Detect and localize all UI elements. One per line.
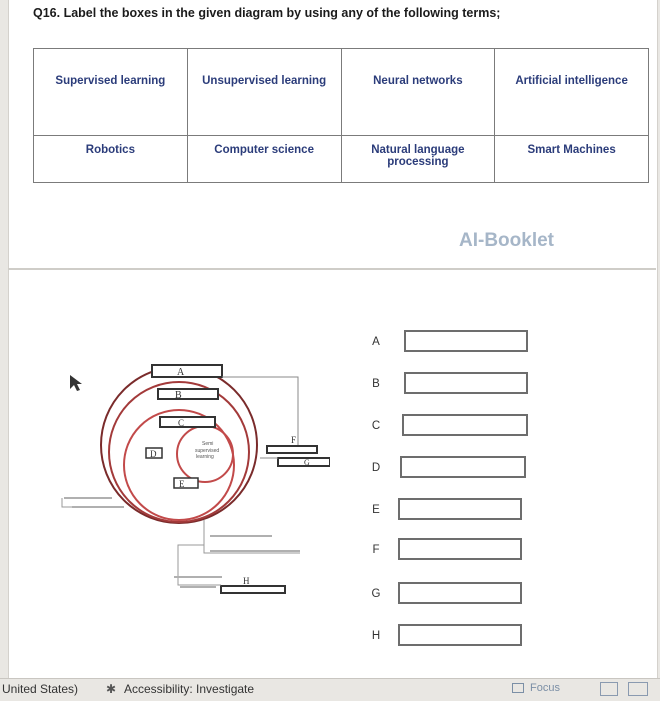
box-d-label: D bbox=[150, 449, 157, 459]
answer-row bbox=[360, 498, 540, 528]
answer-row bbox=[360, 582, 540, 612]
answer-box-e[interactable] bbox=[398, 498, 522, 520]
answer-row bbox=[360, 414, 540, 444]
answer-box-c[interactable] bbox=[402, 414, 528, 436]
answer-box-b[interactable] bbox=[404, 372, 528, 394]
connector-f bbox=[222, 377, 298, 445]
box-c-label: C bbox=[178, 418, 185, 428]
terms-row bbox=[34, 136, 649, 183]
box-f bbox=[267, 446, 317, 453]
answer-letter: C bbox=[371, 420, 381, 432]
question-text: Q16. Label the boxes in the given diagram by using any of the following terms; bbox=[33, 6, 501, 20]
answer-row bbox=[360, 330, 540, 360]
box-b bbox=[158, 389, 218, 399]
answer-row bbox=[360, 456, 540, 486]
box-c bbox=[160, 417, 215, 427]
answer-box-g[interactable] bbox=[398, 582, 522, 604]
box-e bbox=[174, 478, 198, 488]
term-cell: Neural networks bbox=[341, 49, 495, 136]
section-divider bbox=[8, 268, 656, 270]
box-a-label: A bbox=[177, 367, 185, 378]
answer-letter: F bbox=[372, 544, 380, 556]
answer-box-d[interactable] bbox=[400, 456, 526, 478]
term-cell: Artificial intelligence bbox=[495, 49, 649, 136]
accessibility-status[interactable]: Accessibility: Investigate bbox=[124, 682, 255, 696]
answer-box-a[interactable] bbox=[404, 330, 528, 352]
box-h-label: H bbox=[243, 576, 250, 586]
watermark: AI-Booklet bbox=[459, 230, 554, 251]
box-h bbox=[221, 586, 285, 593]
answer-letter: D bbox=[371, 462, 381, 474]
box-b-label: B bbox=[175, 390, 182, 401]
term-cell: Supervised learning bbox=[34, 49, 188, 136]
focus-icon bbox=[512, 683, 524, 693]
focus-button[interactable]: Focus bbox=[530, 682, 560, 694]
answer-box-f[interactable] bbox=[398, 538, 522, 560]
read-mode-icon[interactable] bbox=[600, 682, 618, 696]
term-cell: Smart Machines bbox=[495, 136, 649, 183]
status-bar bbox=[0, 678, 660, 701]
answer-letter: A bbox=[372, 336, 380, 348]
box-e-label: E bbox=[179, 479, 185, 489]
print-layout-icon[interactable] bbox=[628, 682, 648, 696]
circle-second bbox=[109, 382, 249, 522]
terms-table bbox=[33, 48, 649, 183]
answer-letter: B bbox=[372, 378, 380, 390]
term-cell: Computer science bbox=[187, 136, 341, 183]
answer-row bbox=[360, 372, 540, 402]
semi-text-3: learning bbox=[196, 454, 214, 460]
box-f-label: F bbox=[291, 435, 297, 445]
answer-letter: E bbox=[372, 504, 380, 516]
term-cell: Natural language processing bbox=[341, 136, 495, 183]
box-g-label: G bbox=[304, 458, 310, 467]
semi-text-2: supervised bbox=[195, 448, 220, 454]
semi-text-1: Semi bbox=[202, 441, 214, 447]
answer-row bbox=[360, 538, 540, 568]
answer-box-h[interactable] bbox=[398, 624, 522, 646]
term-cell: Robotics bbox=[34, 136, 188, 183]
cursor-icon bbox=[70, 375, 82, 391]
answer-letter: G bbox=[371, 588, 381, 600]
blurred-annotations bbox=[64, 498, 300, 587]
connector-left bbox=[62, 498, 120, 507]
answer-letter: H bbox=[371, 630, 381, 642]
region-text: United States) bbox=[2, 682, 79, 696]
terms-row bbox=[34, 49, 649, 136]
box-a bbox=[152, 365, 222, 377]
accessibility-icon: ✱ bbox=[106, 682, 117, 696]
answer-row bbox=[360, 624, 540, 654]
term-cell: Unsupervised learning bbox=[187, 49, 341, 136]
venn-diagram bbox=[50, 355, 330, 615]
